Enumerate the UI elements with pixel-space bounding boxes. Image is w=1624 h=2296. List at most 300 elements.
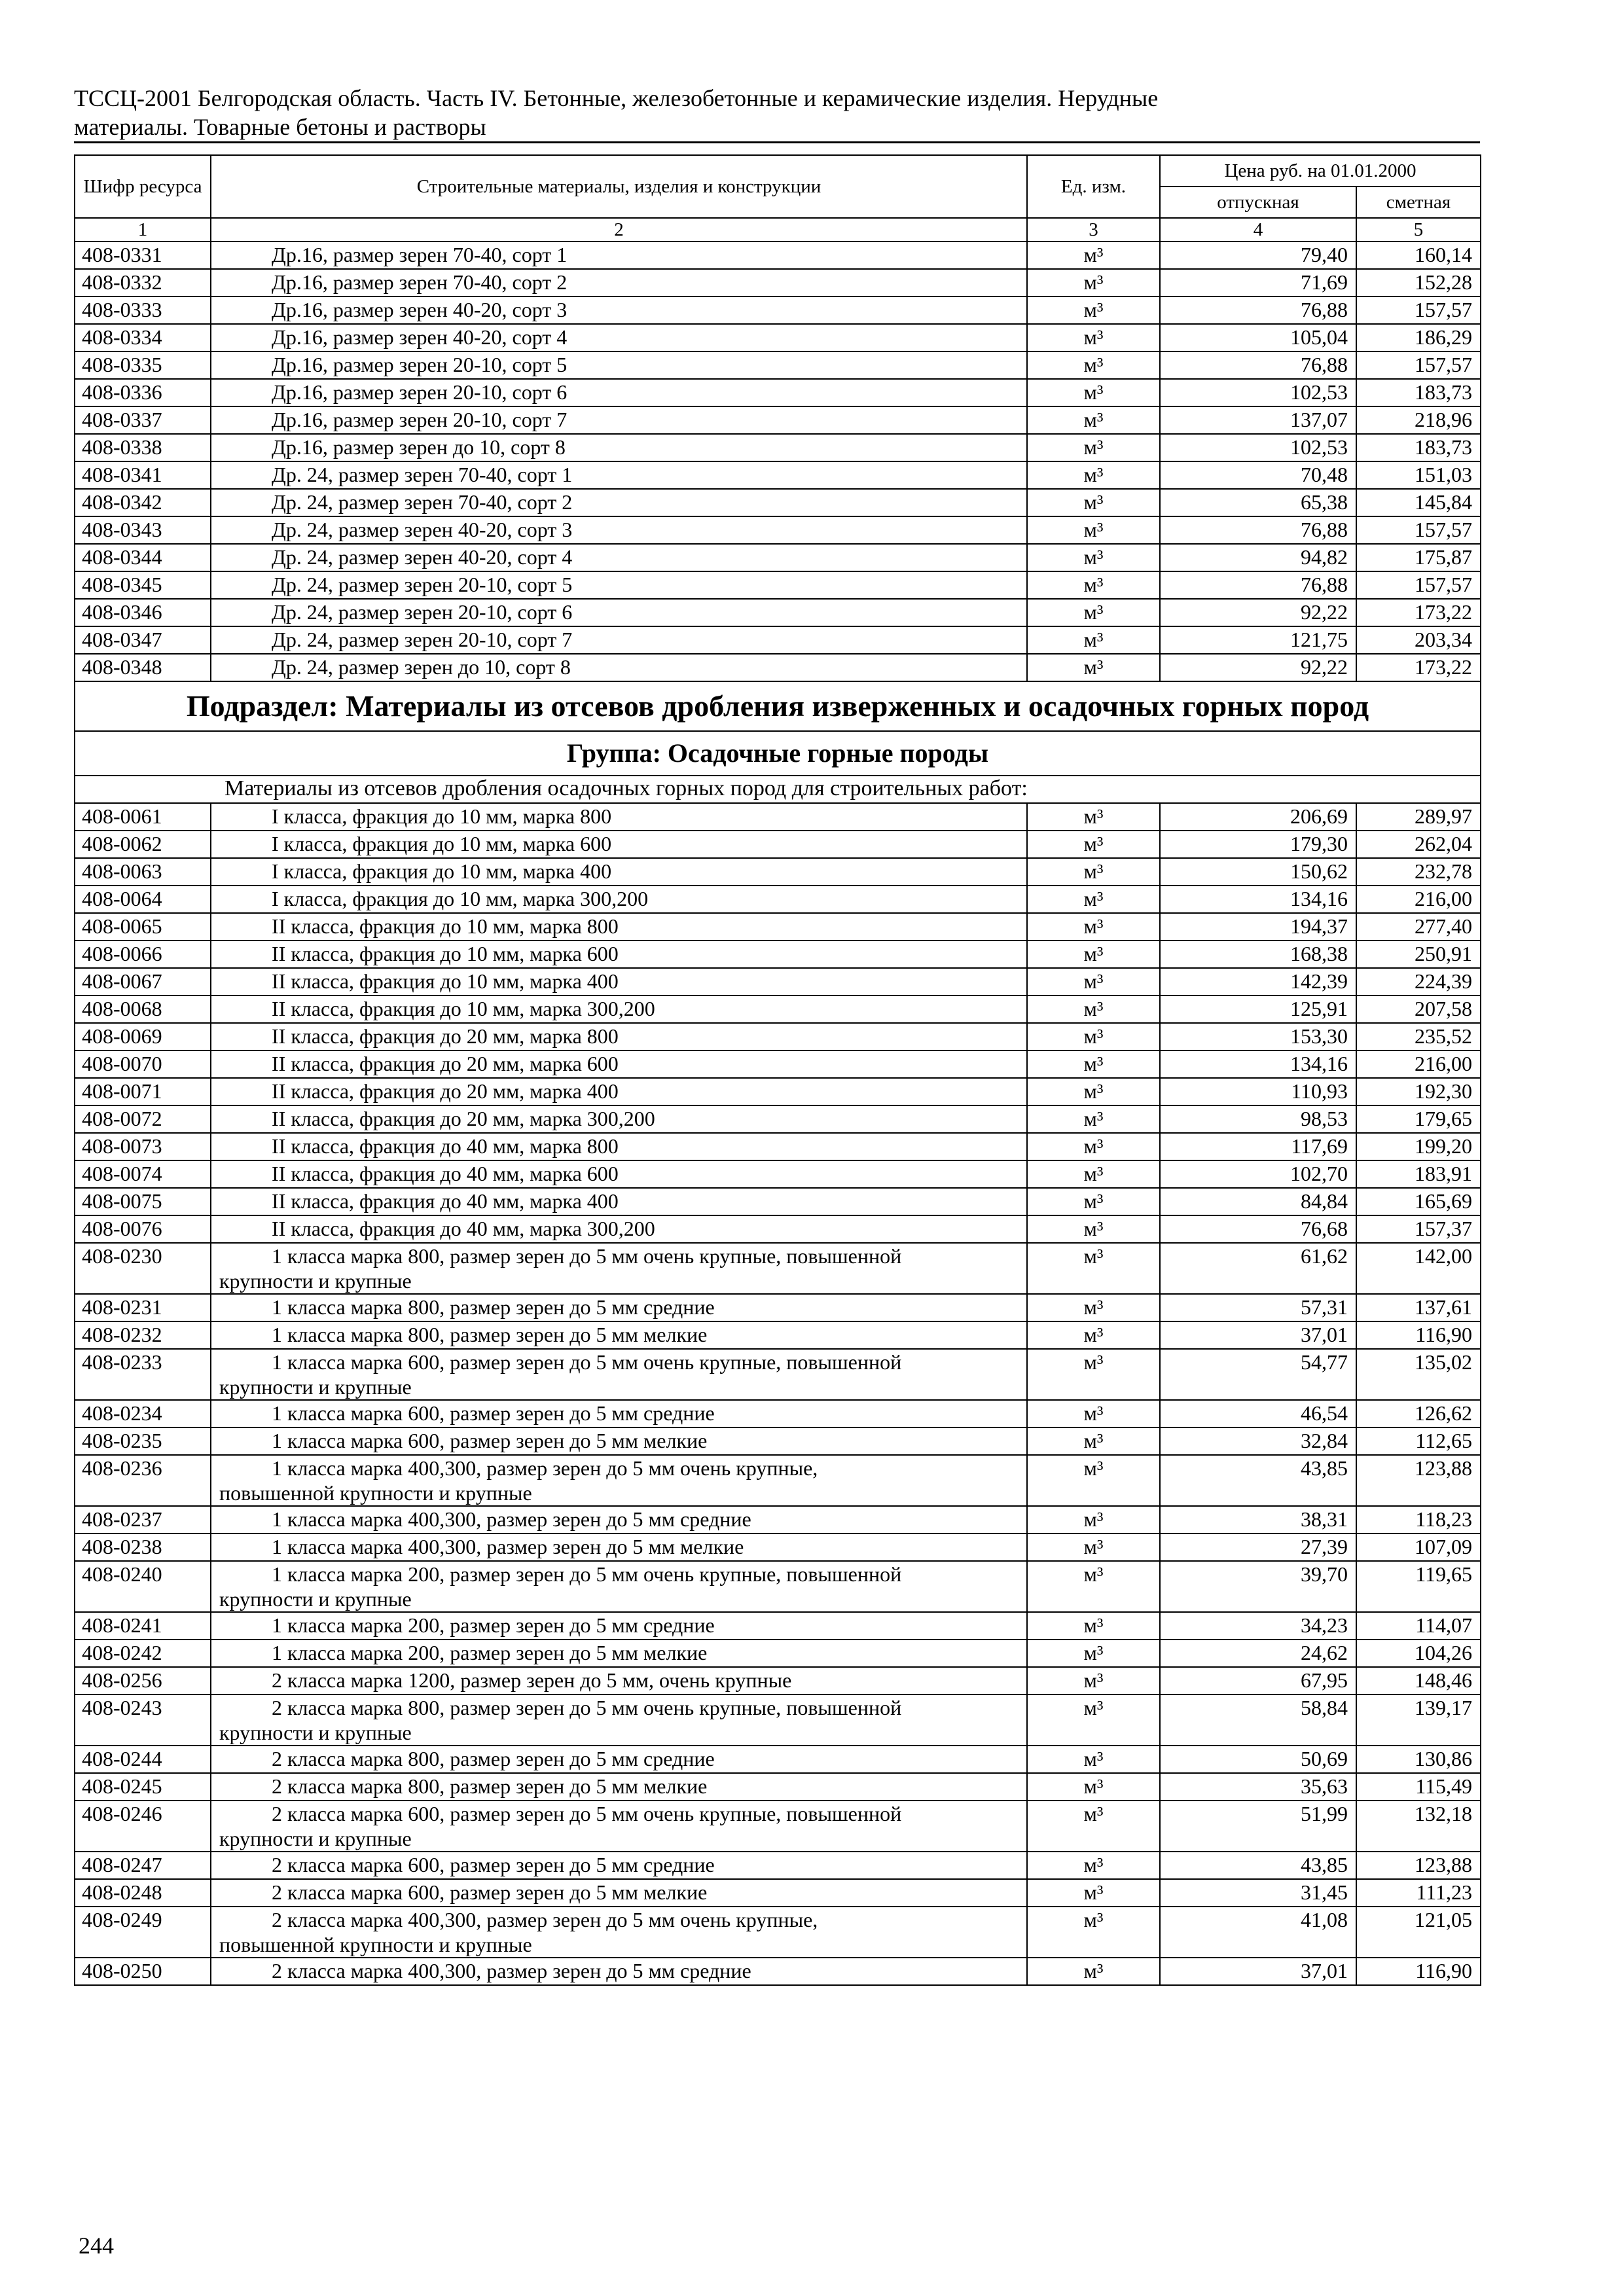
estimate-price: 192,30 [1356,1078,1481,1105]
material-name [211,831,1027,858]
material-name [211,1907,1027,1958]
material-name [211,1746,1027,1773]
material-name [211,1879,1027,1907]
resource-code: 408-0337 [75,406,211,434]
material-name-line-1: Др. 24, размер зерен 40-20, сорт 3 [272,518,573,541]
release-price: 137,07 [1160,406,1356,434]
release-price: 125,91 [1160,996,1356,1023]
release-price: 134,16 [1160,1050,1356,1078]
material-name [211,489,1027,516]
resource-code: 408-0244 [75,1746,211,1773]
material-name-line-1: II класса, фракция до 10 мм, марка 600 [272,942,619,965]
estimate-price: 235,52 [1356,1023,1481,1050]
material-name [211,242,1027,269]
resource-code: 408-0334 [75,324,211,351]
table-row [75,1773,1481,1801]
resource-code: 408-0348 [75,654,211,681]
material-name-line-1: I класса, фракция до 10 мм, марка 300,200 [272,887,649,910]
unit: м³ [1027,1133,1160,1160]
table-row [75,1907,1481,1958]
resource-code: 408-0073 [75,1133,211,1160]
estimate-price: 175,87 [1356,544,1481,571]
unit: м³ [1027,434,1160,461]
release-price: 150,62 [1160,858,1356,886]
estimate-price: 142,00 [1356,1243,1481,1294]
unit: м³ [1027,1907,1160,1958]
material-name-line-1: Др. 24, размер зерен 70-40, сорт 2 [272,490,573,514]
table-row [75,1561,1481,1612]
estimate-price: 157,57 [1356,296,1481,324]
material-name-line-2: повышенной крупности и крупные [219,1481,532,1505]
unit: м³ [1027,996,1160,1023]
table-body-screenings [75,803,1481,1985]
unit: м³ [1027,1215,1160,1243]
material-name [211,1023,1027,1050]
material-name-line-1: Др.16, размер зерен до 10, сорт 8 [272,435,566,459]
estimate-price: 157,37 [1356,1215,1481,1243]
table-row [75,1612,1481,1640]
release-price: 194,37 [1160,913,1356,941]
table-row [75,1801,1481,1852]
release-price: 43,85 [1160,1852,1356,1879]
estimate-price: 203,34 [1356,626,1481,654]
estimate-price: 139,17 [1356,1695,1481,1746]
resource-code: 408-0235 [75,1427,211,1455]
material-name [211,1349,1027,1400]
estimate-price: 183,73 [1356,434,1481,461]
unit: м³ [1027,1105,1160,1133]
resource-code: 408-0233 [75,1349,211,1400]
estimate-price: 115,49 [1356,1773,1481,1801]
material-name-line-1: 1 класса марка 800, размер зерен до 5 мм очень крупные, повышенной [272,1244,902,1268]
unit: м³ [1027,516,1160,544]
unit: м³ [1027,1050,1160,1078]
unit: м³ [1027,968,1160,996]
material-name [211,1506,1027,1534]
table-row [75,434,1481,461]
table-row [75,941,1481,968]
table-row [75,1852,1481,1879]
table-row [75,1746,1481,1773]
estimate-price: 157,57 [1356,516,1481,544]
release-price: 84,84 [1160,1188,1356,1215]
table-row [75,1400,1481,1427]
material-name [211,599,1027,626]
unit: м³ [1027,1188,1160,1215]
estimate-price: 199,20 [1356,1133,1481,1160]
page-title-line-2: материалы. Товарные бетоны и растворы [74,114,486,140]
estimate-price: 173,22 [1356,654,1481,681]
material-name [211,434,1027,461]
table-row [75,406,1481,434]
material-name [211,1695,1027,1746]
unit: м³ [1027,1400,1160,1427]
release-price: 65,38 [1160,489,1356,516]
unit: м³ [1027,654,1160,681]
material-name-line-1: 2 класса марка 600, размер зерен до 5 мм мелкие [272,1880,708,1904]
material-name [211,1801,1027,1852]
unit: м³ [1027,571,1160,599]
material-name-line-1: 1 класса марка 800, размер зерен до 5 мм мелкие [272,1323,708,1346]
unit: м³ [1027,1160,1160,1188]
estimate-price: 118,23 [1356,1506,1481,1534]
estimate-price: 216,00 [1356,1050,1481,1078]
material-name-line-1: 1 класса марка 600, размер зерен до 5 мм средние [272,1401,715,1425]
material-name [211,269,1027,296]
estimate-price: 165,69 [1356,1188,1481,1215]
material-name-line-1: 1 класса марка 600, размер зерен до 5 мм мелкие [272,1429,708,1452]
estimate-price: 114,07 [1356,1612,1481,1640]
release-price: 110,93 [1160,1078,1356,1105]
resource-code: 408-0066 [75,941,211,968]
resource-code: 408-0065 [75,913,211,941]
resource-code: 408-0342 [75,489,211,516]
material-name-line-1: Др.16, размер зерен 70-40, сорт 1 [272,243,568,266]
table-row [75,654,1481,681]
material-name-line-1: Др.16, размер зерен 40-20, сорт 4 [272,325,568,349]
unit: м³ [1027,1852,1160,1879]
release-price: 168,38 [1160,941,1356,968]
table-row [75,1215,1481,1243]
resource-code: 408-0236 [75,1455,211,1506]
material-name-line-1: 1 класса марка 400,300, размер зерен до 5 мм средние [272,1507,751,1531]
table-row [75,831,1481,858]
table-row [75,1695,1481,1746]
resource-code: 408-0242 [75,1640,211,1667]
release-price: 206,69 [1160,803,1356,831]
material-name-line-1: 1 класса марка 400,300, размер зерен до 5 мм очень крупные, [272,1456,818,1480]
material-name-line-1: 2 класса марка 600, размер зерен до 5 мм средние [272,1853,715,1876]
release-price: 92,22 [1160,654,1356,681]
estimate-price: 116,90 [1356,1321,1481,1349]
material-name-line-1: Др. 24, размер зерен до 10, сорт 8 [272,655,571,679]
release-price: 46,54 [1160,1400,1356,1427]
material-name [211,1050,1027,1078]
estimate-price: 130,86 [1356,1746,1481,1773]
material-name [211,1243,1027,1294]
material-name-line-1: 2 класса марка 800, размер зерен до 5 мм мелкие [272,1774,708,1798]
material-name-line-1: 1 класса марка 200, размер зерен до 5 мм очень крупные, повышенной [272,1562,902,1586]
unit: м³ [1027,1773,1160,1801]
release-price: 50,69 [1160,1746,1356,1773]
release-price: 38,31 [1160,1506,1356,1534]
unit: м³ [1027,1958,1160,1985]
unit: м³ [1027,544,1160,571]
subsection-title: Подраздел: Материалы из отсевов дробления изверженных и осадочных горных пород [75,681,1481,731]
table-row [75,1958,1481,1985]
material-name-line-2: повышенной крупности и крупные [219,1933,532,1956]
material-name-line-1: II класса, фракция до 20 мм, марка 400 [272,1079,619,1103]
table-row [75,1506,1481,1534]
unit: м³ [1027,1243,1160,1294]
release-price: 179,30 [1160,831,1356,858]
estimate-price: 218,96 [1356,406,1481,434]
estimate-price: 157,57 [1356,351,1481,379]
unit: м³ [1027,296,1160,324]
estimate-price: 207,58 [1356,996,1481,1023]
table-row [75,1105,1481,1133]
resource-code: 408-0067 [75,968,211,996]
resource-code: 408-0331 [75,242,211,269]
estimate-price: 151,03 [1356,461,1481,489]
resource-code: 408-0069 [75,1023,211,1050]
material-name-line-1: 1 класса марка 800, размер зерен до 5 мм средние [272,1295,715,1319]
table-row [75,1349,1481,1400]
table-row [75,516,1481,544]
material-name [211,1133,1027,1160]
page-title [74,84,1480,143]
table-row [75,544,1481,571]
estimate-price: 112,65 [1356,1427,1481,1455]
resource-code: 408-0241 [75,1612,211,1640]
material-name-line-1: II класса, фракция до 40 мм, марка 400 [272,1189,619,1213]
material-name-line-1: 2 класса марка 400,300, размер зерен до 5 мм очень крупные, [272,1908,818,1931]
estimate-price: 123,88 [1356,1852,1481,1879]
header-num-2: 2 [211,218,1027,242]
resource-code: 408-0243 [75,1695,211,1746]
unit: м³ [1027,1879,1160,1907]
estimate-price: 179,65 [1356,1105,1481,1133]
release-price: 94,82 [1160,544,1356,571]
unit: м³ [1027,489,1160,516]
material-name [211,968,1027,996]
release-price: 57,31 [1160,1294,1356,1321]
material-name [211,571,1027,599]
unit: м³ [1027,1349,1160,1400]
material-name-line-1: 2 класса марка 600, размер зерен до 5 мм очень крупные, повышенной [272,1802,902,1825]
estimate-price: 148,46 [1356,1667,1481,1695]
table-body-crushed-stone [75,242,1481,681]
table-row [75,1133,1481,1160]
resource-code: 408-0346 [75,599,211,626]
table-row [75,1078,1481,1105]
resource-code: 408-0246 [75,1801,211,1852]
resource-code: 408-0061 [75,803,211,831]
material-name-line-1: Др.16, размер зерен 20-10, сорт 5 [272,353,568,376]
material-name-line-1: 2 класса марка 800, размер зерен до 5 мм очень крупные, повышенной [272,1696,902,1719]
release-price: 43,85 [1160,1455,1356,1506]
table-section-headings [75,681,1481,803]
material-name-line-1: II класса, фракция до 20 мм, марка 600 [272,1052,619,1075]
material-name-line-1: 1 класса марка 600, размер зерен до 5 мм очень крупные, повышенной [272,1350,902,1374]
table-row [75,351,1481,379]
material-name [211,1640,1027,1667]
header-estimate-price: сметная [1356,187,1481,218]
estimate-price: 157,57 [1356,571,1481,599]
estimate-price: 173,22 [1356,599,1481,626]
release-price: 134,16 [1160,886,1356,913]
material-name-line-1: 2 класса марка 400,300, размер зерен до 5 мм средние [272,1959,751,1982]
material-name [211,1294,1027,1321]
table-row [75,626,1481,654]
header-num-5: 5 [1356,218,1481,242]
material-name [211,1534,1027,1561]
material-name [211,516,1027,544]
table-row [75,1321,1481,1349]
table-row [75,1455,1481,1506]
material-name-line-1: Др.16, размер зерен 20-10, сорт 7 [272,408,568,431]
material-name-line-1: I класса, фракция до 10 мм, марка 600 [272,832,612,855]
material-name-line-1: II класса, фракция до 40 мм, марка 800 [272,1134,619,1158]
material-name [211,1958,1027,1985]
unit: м³ [1027,1801,1160,1852]
resource-code: 408-0347 [75,626,211,654]
estimate-price: 186,29 [1356,324,1481,351]
resource-code: 408-0250 [75,1958,211,1985]
unit: м³ [1027,1695,1160,1746]
resource-code: 408-0232 [75,1321,211,1349]
release-price: 117,69 [1160,1133,1356,1160]
estimate-price: 107,09 [1356,1534,1481,1561]
material-name-line-1: II класса, фракция до 10 мм, марка 400 [272,969,619,993]
unit: м³ [1027,351,1160,379]
header-num-1: 1 [75,218,211,242]
material-name [211,379,1027,406]
resource-code: 408-0070 [75,1050,211,1078]
unit: м³ [1027,1506,1160,1534]
table-row [75,1534,1481,1561]
release-price: 70,48 [1160,461,1356,489]
table-row [75,1023,1481,1050]
release-price: 39,70 [1160,1561,1356,1612]
resource-code: 408-0071 [75,1078,211,1105]
price-table [74,154,1481,1986]
unit: м³ [1027,1612,1160,1640]
estimate-price: 216,00 [1356,886,1481,913]
material-name-line-1: I класса, фракция до 10 мм, марка 400 [272,859,612,883]
table-row [75,461,1481,489]
unit: м³ [1027,831,1160,858]
resource-code: 408-0336 [75,379,211,406]
estimate-price: 135,02 [1356,1349,1481,1400]
material-name [211,296,1027,324]
resource-code: 408-0237 [75,1506,211,1534]
material-name [211,996,1027,1023]
estimate-price: 121,05 [1356,1907,1481,1958]
estimate-price: 132,18 [1356,1801,1481,1852]
resource-code: 408-0068 [75,996,211,1023]
header-unit: Ед. изм. [1027,155,1160,218]
material-name-line-2: крупности и крупные [219,1375,412,1399]
material-name-line-1: II класса, фракция до 20 мм, марка 300,200 [272,1107,655,1130]
group-caption: Материалы из отсевов дробления осадочных горных пород для строительных работ: [75,776,1481,803]
header-price: Цена руб. на 01.01.2000 [1160,155,1481,187]
resource-code: 408-0248 [75,1879,211,1907]
material-name [211,1078,1027,1105]
page-number: 244 [79,2233,114,2259]
release-price: 142,39 [1160,968,1356,996]
table-row [75,996,1481,1023]
unit: м³ [1027,626,1160,654]
release-price: 98,53 [1160,1105,1356,1133]
header-name: Строительные материалы, изделия и конструкции [211,155,1027,218]
unit: м³ [1027,1746,1160,1773]
release-price: 37,01 [1160,1958,1356,1985]
material-name-line-1: II класса, фракция до 40 мм, марка 300,200 [272,1217,655,1240]
estimate-price: 116,90 [1356,1958,1481,1985]
release-price: 76,88 [1160,571,1356,599]
unit: м³ [1027,1455,1160,1506]
unit: м³ [1027,1640,1160,1667]
release-price: 24,62 [1160,1640,1356,1667]
material-name [211,1773,1027,1801]
material-name [211,1612,1027,1640]
estimate-price: 137,61 [1356,1294,1481,1321]
material-name [211,1852,1027,1879]
release-price: 51,99 [1160,1801,1356,1852]
material-name-line-1: Др. 24, размер зерен 20-10, сорт 7 [272,628,573,651]
material-name-line-1: Др. 24, размер зерен 70-40, сорт 1 [272,463,573,486]
estimate-price: 289,97 [1356,803,1481,831]
group-title: Группа: Осадочные горные породы [75,731,1481,776]
estimate-price: 123,88 [1356,1455,1481,1506]
material-name-line-1: 2 класса марка 1200, размер зерен до 5 мм, очень крупные [272,1668,792,1692]
resource-code: 408-0234 [75,1400,211,1427]
resource-code: 408-0249 [75,1907,211,1958]
material-name-line-1: 2 класса марка 800, размер зерен до 5 мм средние [272,1747,715,1770]
material-name [211,544,1027,571]
table-row [75,269,1481,296]
table-header [75,155,1481,242]
table-row [75,489,1481,516]
release-price: 153,30 [1160,1023,1356,1050]
material-name-line-2: крупности и крупные [219,1721,412,1744]
table-row [75,1243,1481,1294]
material-name [211,913,1027,941]
resource-code: 408-0247 [75,1852,211,1879]
release-price: 92,22 [1160,599,1356,626]
table-row [75,379,1481,406]
estimate-price: 119,65 [1356,1561,1481,1612]
release-price: 102,53 [1160,434,1356,461]
unit: м³ [1027,858,1160,886]
release-price: 37,01 [1160,1321,1356,1349]
resource-code: 408-0230 [75,1243,211,1294]
resource-code: 408-0332 [75,269,211,296]
material-name [211,886,1027,913]
resource-code: 408-0231 [75,1294,211,1321]
header-num-4: 4 [1160,218,1356,242]
table-row [75,1188,1481,1215]
material-name-line-1: Др.16, размер зерен 70-40, сорт 2 [272,270,568,294]
unit: м³ [1027,379,1160,406]
table-row [75,803,1481,831]
table-row [75,968,1481,996]
header-code: Шифр ресурса [75,155,211,218]
estimate-price: 183,73 [1356,379,1481,406]
resource-code: 408-0240 [75,1561,211,1612]
unit: м³ [1027,1078,1160,1105]
table-row [75,571,1481,599]
release-price: 76,68 [1160,1215,1356,1243]
release-price: 105,04 [1160,324,1356,351]
material-name [211,1427,1027,1455]
table-row [75,1294,1481,1321]
estimate-price: 250,91 [1356,941,1481,968]
unit: м³ [1027,406,1160,434]
table-row [75,1427,1481,1455]
material-name-line-1: Др. 24, размер зерен 40-20, сорт 4 [272,545,573,569]
unit: м³ [1027,461,1160,489]
resource-code: 408-0245 [75,1773,211,1801]
estimate-price: 152,28 [1356,269,1481,296]
unit: м³ [1027,1023,1160,1050]
resource-code: 408-0072 [75,1105,211,1133]
material-name [211,1215,1027,1243]
estimate-price: 126,62 [1356,1400,1481,1427]
material-name [211,1160,1027,1188]
material-name [211,1667,1027,1695]
